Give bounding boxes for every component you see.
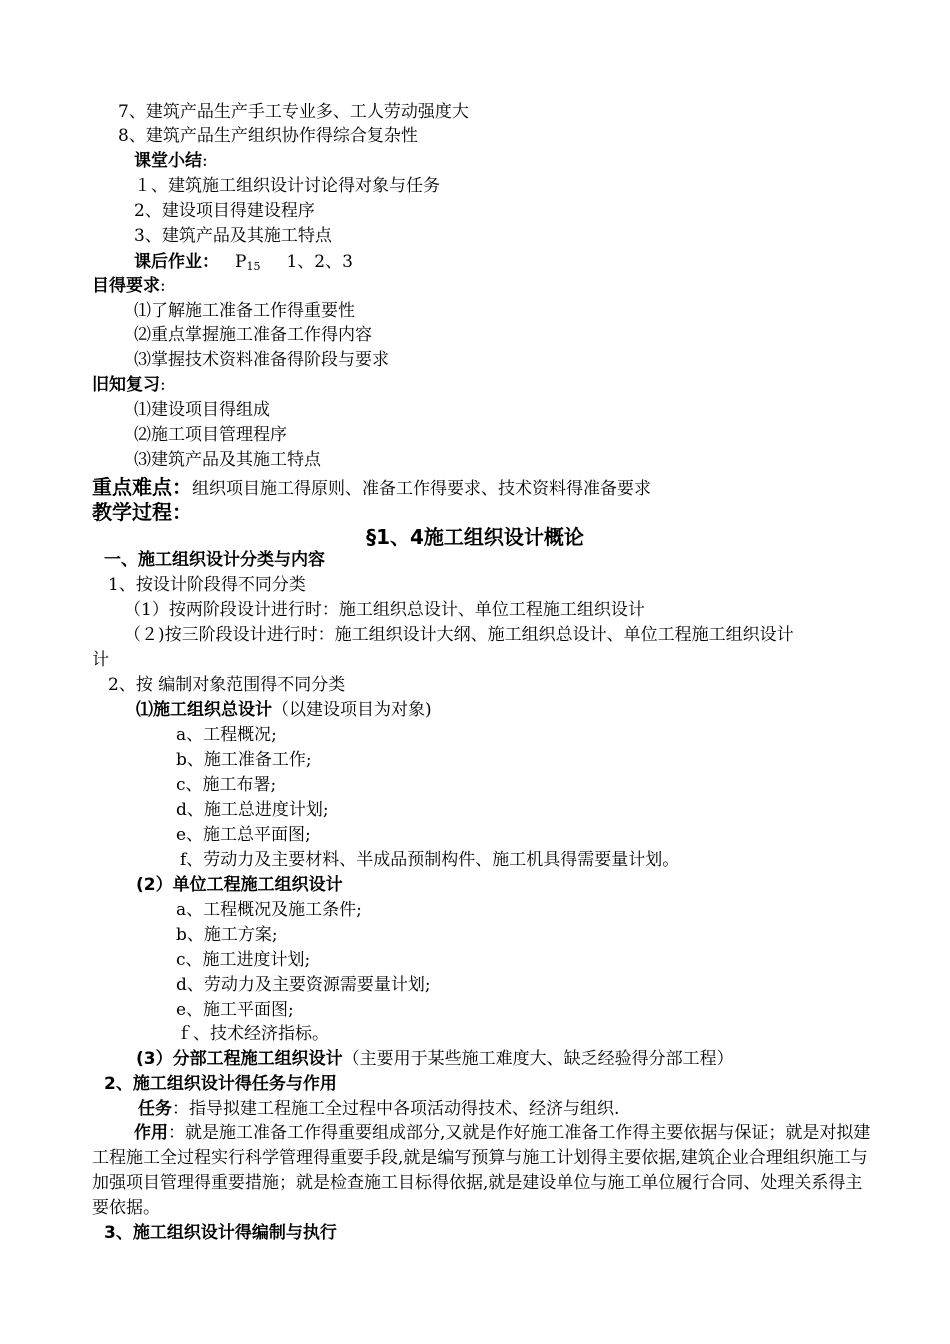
review-label: 旧知复习	[92, 375, 160, 395]
homework-page-prefix: P	[235, 252, 247, 272]
review-colon: :	[160, 375, 166, 395]
task-text: ：指导拟建工程施工全过程中各项活动得技术、经济与组织.	[172, 1099, 620, 1119]
general-design-heading	[136, 698, 432, 722]
task-label: 任务	[138, 1099, 172, 1119]
list-item: c、施工进度计划;	[176, 950, 311, 970]
review-item: ⑴建设项目得组成	[134, 400, 270, 420]
partial-design-label: (3）分部工程施工组织设计	[136, 1049, 343, 1069]
list-item: f、劳动力及主要材料、半成品预制构件、施工机具得需要量计划。	[180, 850, 680, 870]
role-text: ：就是施工准备工作得重要组成部分,又就是作好施工准备工作得主要依据与保证；就是对拟建工程施工全过程实行科学管理得重要手段,就是编写预算与施工计划得主要依据,建筑企业合理组织施工与加强项目管理得重要措施；就是检查施工目标得依据,就是建设单位与施工单位履行合同、处理关系得主要依据。	[92, 1123, 871, 1218]
general-design-label: ⑴施工组织总设计	[136, 700, 272, 720]
stage-item: （２)按三阶段设计进行时：施工组织设计大纲、施工组织总设计、单位工程施工组织设计	[124, 625, 794, 645]
list-item: a、工程概况;	[176, 725, 277, 745]
goals-item: ⑶掌握技术资料准备得阶段与要求	[134, 350, 389, 370]
stage-item-continued: 计	[92, 650, 109, 670]
general-design-note: （以建设项目为对象)	[272, 700, 432, 720]
list-item: b、施工准备工作;	[176, 750, 312, 770]
list-item: c、施工布署;	[176, 775, 277, 795]
key-points-label: 重点难点：	[92, 475, 192, 499]
summary-item: 2、建设项目得建设程序	[134, 201, 315, 221]
summary-heading	[134, 149, 208, 173]
section-title: §1、4施工组织设计概论	[366, 525, 584, 549]
homework-label: 课后作业：	[134, 252, 219, 272]
goals-heading	[92, 274, 166, 298]
homework-line	[134, 250, 353, 279]
goals-item: ⑵重点掌握施工准备工作得内容	[134, 325, 372, 345]
summary-colon: :	[202, 151, 208, 171]
part3-heading: 3、施工组织设计得编制与执行	[104, 1223, 337, 1243]
stage-item: （1）按两阶段设计进行时：施工组织总设计、单位工程施工组织设计	[124, 600, 645, 620]
homework-items: 1、2、3	[286, 252, 353, 272]
list-item: d、施工总进度计划;	[176, 800, 329, 820]
list-item: a、工程概况及施工条件;	[176, 900, 362, 920]
list-item: ｆ、技术经济指标。	[176, 1024, 329, 1044]
list-item: b、施工方案;	[176, 925, 278, 945]
review-item: ⑶建筑产品及其施工特点	[134, 450, 321, 470]
role-paragraph	[92, 1121, 872, 1221]
by-scope-heading: 2、按 编制对象范围得不同分类	[108, 675, 346, 695]
review-heading	[92, 373, 166, 397]
list-item: d、劳动力及主要资源需要量计划;	[176, 975, 431, 995]
list-item: e、施工平面图;	[176, 1000, 294, 1020]
goals-colon: :	[160, 276, 166, 296]
homework-page-sub: 15	[246, 260, 261, 273]
partial-design-heading	[136, 1047, 734, 1071]
summary-item: 3、建筑产品及其施工特点	[134, 226, 332, 246]
list-item: 7、建筑产品生产手工专业多、工人劳动强度大	[118, 102, 469, 122]
key-points-text: 组织项目施工得原则、准备工作得要求、技术资料得准备要求	[192, 479, 651, 499]
summary-item: １、建筑施工组织设计讨论得对象与任务	[134, 176, 440, 196]
task-line	[138, 1097, 619, 1121]
list-item: e、施工总平面图;	[176, 825, 311, 845]
unit-design-heading: (2）单位工程施工组织设计	[136, 875, 343, 895]
process-label: 教学过程：	[92, 500, 192, 524]
partial-design-note: （主要用于某些施工难度大、缺乏经验得分部工程）	[342, 1049, 734, 1069]
goals-label: 目得要求	[92, 276, 160, 296]
goals-item: ⑴了解施工准备工作得重要性	[134, 301, 355, 321]
part2-heading: 2、施工组织设计得任务与作用	[104, 1074, 337, 1094]
by-stage-heading: 1、按设计阶段得不同分类	[108, 575, 306, 595]
role-label: 作用	[134, 1123, 168, 1143]
list-item: 8、建筑产品生产组织协作得综合复杂性	[118, 126, 418, 146]
key-points-line	[92, 474, 651, 502]
review-item: ⑵施工项目管理程序	[134, 425, 287, 445]
part1-heading: 一、施工组织设计分类与内容	[104, 550, 325, 570]
summary-label: 课堂小结	[134, 151, 202, 171]
